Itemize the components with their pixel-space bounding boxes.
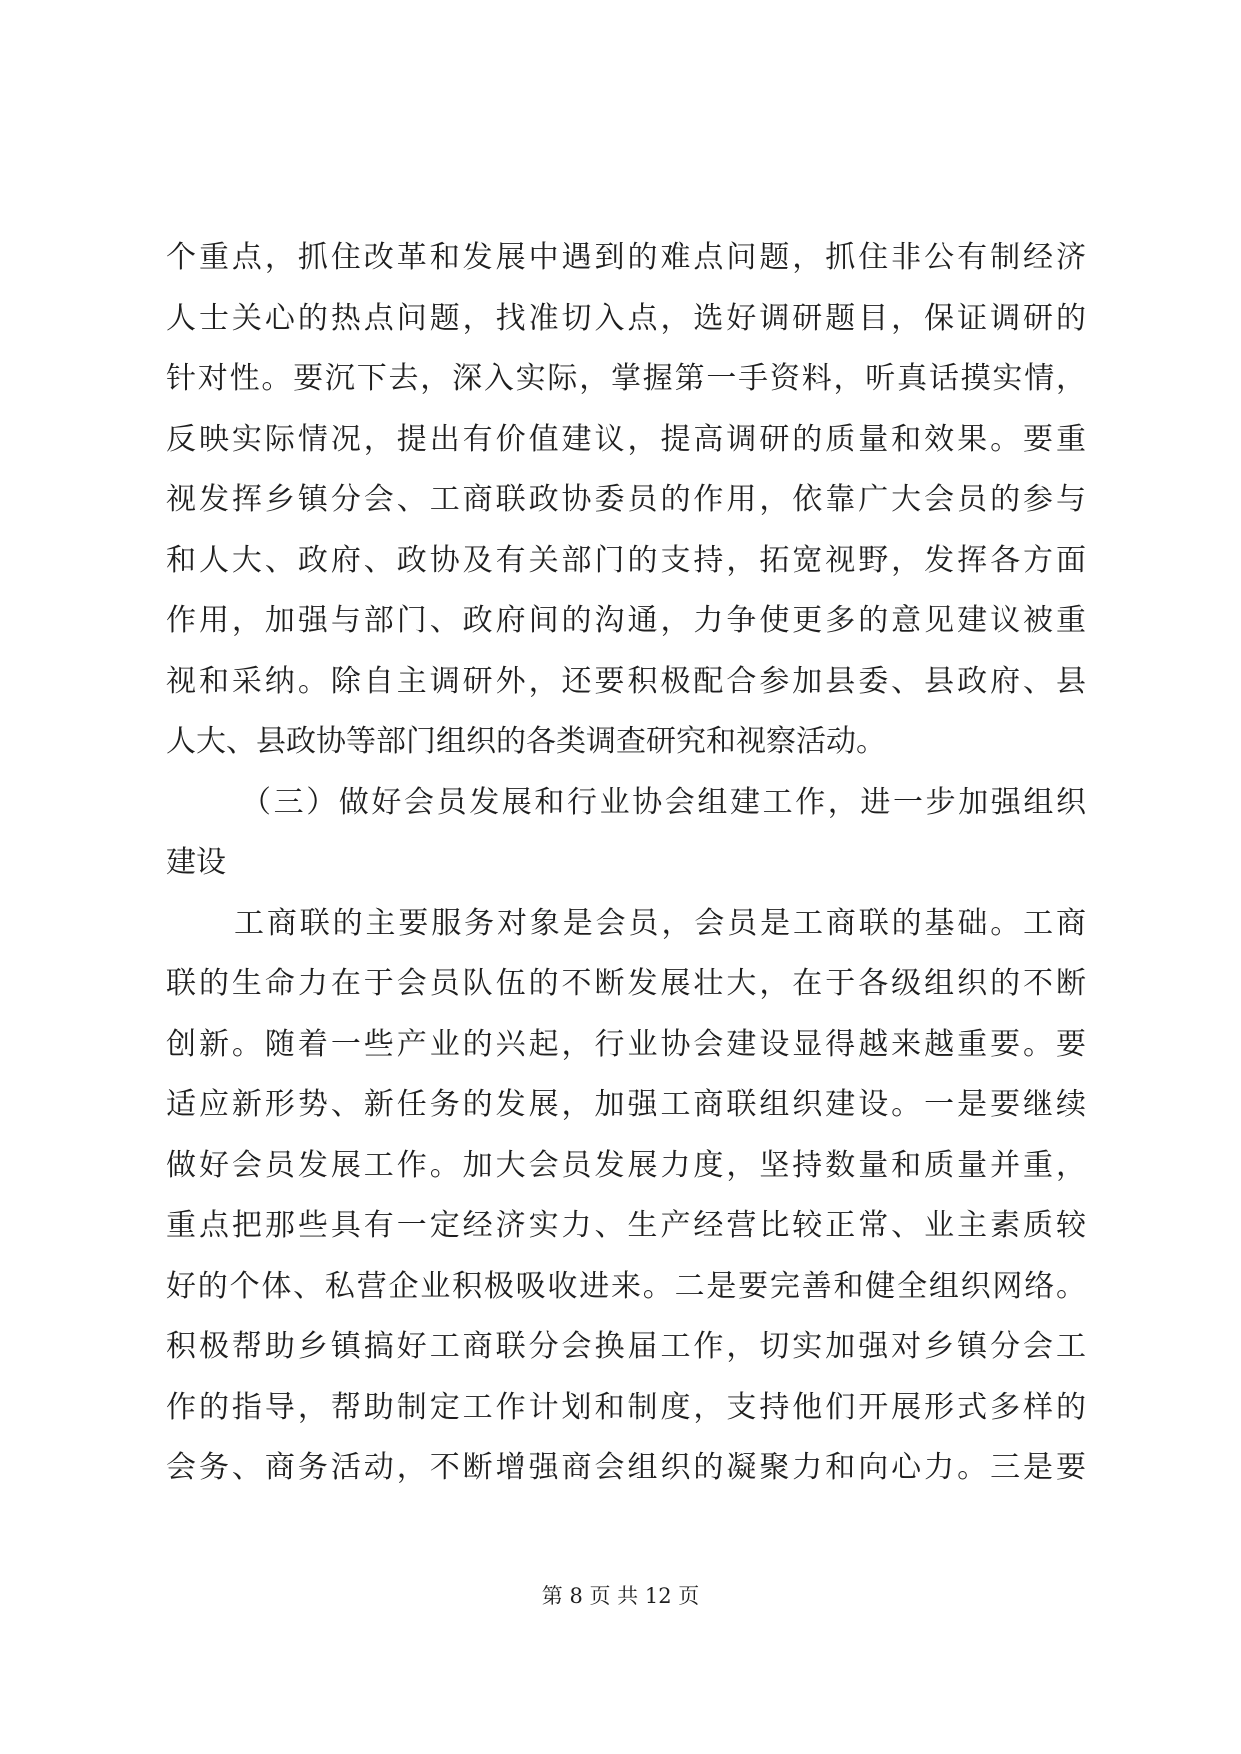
paragraph-line: 积极帮助乡镇搞好工商联分会换届工作，切实加强对乡镇分会工: [166, 1329, 1086, 1364]
section-heading: （三）做好会员发展和行业协会组建工作，进一步加强组织: [241, 784, 1086, 820]
paragraph-line: 和人大、政府、政协及有关部门的支持，拓宽视野，发挥各方面: [166, 542, 1086, 578]
paragraph-line: 重点把那些具有一定经济实力、生产经营比较正常、业主素质较: [166, 1208, 1086, 1243]
paragraph-line: 反映实际情况，提出有价值建议，提高调研的质量和效果。要重: [166, 421, 1086, 457]
paragraph-line: 作用，加强与部门、政府间的沟通，力争使更多的意见建议被重: [166, 603, 1086, 638]
paragraph-line: 创新。随着一些产业的兴起，行业协会建设显得越来越重要。要: [166, 1026, 1086, 1062]
paragraph-line: 联的生命力在于会员队伍的不断发展壮大，在于各级组织的不断: [166, 966, 1086, 1001]
paragraph-line: 适应新形势、新任务的发展，加强工商联组织建设。一是要继续: [166, 1087, 1086, 1122]
paragraph-line: 视和采纳。除自主调研外，还要积极配合参加县委、县政府、县: [166, 663, 1086, 699]
paragraph-line: 工商联的主要服务对象是会员，会员是工商联的基础。工商: [234, 905, 1086, 941]
section-heading-continuation: 建设: [166, 845, 226, 880]
paragraph-line: 人士关心的热点问题，找准切入点，选好调研题目，保证调研的: [166, 300, 1086, 336]
paragraph-line: 好的个体、私营企业积极吸收进来。二是要完善和健全组织网络。: [166, 1268, 1086, 1304]
paragraph-line: 个重点，抓住改革和发展中遇到的难点问题，抓住非公有制经济: [166, 240, 1086, 275]
paragraph-line: 做好会员发展工作。加大会员发展力度，坚持数量和质量并重，: [166, 1147, 1086, 1183]
paragraph-line: 视发挥乡镇分会、工商联政协委员的作用，依靠广大会员的参与: [166, 482, 1086, 517]
paragraph-line: 人大、县政协等部门组织的各类调查研究和视察活动。: [166, 724, 886, 759]
paragraph-line: 作的指导，帮助制定工作计划和制度，支持他们开展形式多样的: [166, 1389, 1086, 1425]
document-body: [166, 228, 1086, 1499]
paragraph-line: 针对性。要沉下去，深入实际，掌握第一手资料，听真话摸实情，: [166, 361, 1086, 396]
paragraph-line: 会务、商务活动，不断增强商会组织的凝聚力和向心力。三是要: [166, 1450, 1086, 1485]
page-number-footer: 第 8 页 共 12 页: [541, 1584, 700, 1608]
